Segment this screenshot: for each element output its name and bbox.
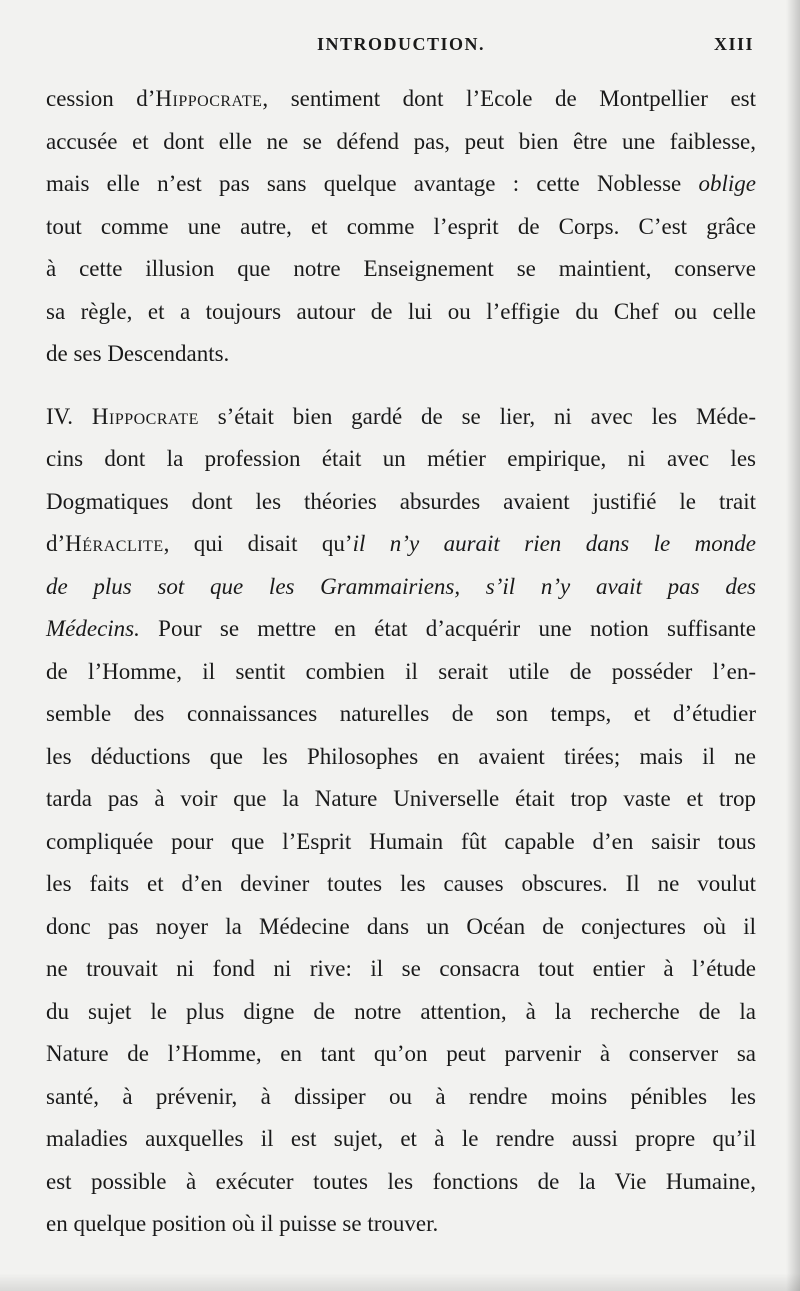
italic-text: de plus sot que les Grammairiens, s’il n’y avait pas des bbox=[46, 573, 756, 599]
text-run: les faits et d’en deviner toutes les causes obscures. Il ne voulut bbox=[46, 871, 756, 896]
text-run: santé, à prévenir, à dissiper ou à rendre moins pénibles les bbox=[46, 1083, 756, 1109]
text-line bbox=[46, 693, 756, 736]
text-run: maladies auxquelles il est sujet, et à le rendre aussi propre qu’il bbox=[46, 1126, 756, 1151]
running-title: INTRODUCTION. bbox=[316, 34, 486, 54]
scan-shadow-right bbox=[786, 0, 800, 1291]
body-text bbox=[46, 78, 756, 1246]
page-number: XIII bbox=[713, 34, 754, 54]
small-caps-name: Hippocrate bbox=[155, 86, 263, 111]
italic-text: oblige bbox=[698, 171, 756, 196]
scan-shadow-bottom bbox=[0, 1273, 800, 1291]
text-run: d’ bbox=[46, 531, 66, 556]
small-caps-name: Héraclite bbox=[65, 531, 164, 556]
text-run: mais elle n’est pas sans quelque avantage : cette Noblesse bbox=[46, 171, 699, 196]
text-run: IV. bbox=[46, 403, 92, 429]
italic-text: il n’y aurait rien dans le monde bbox=[352, 531, 756, 556]
text-run: de ses Descendants. bbox=[46, 341, 230, 366]
text-line bbox=[46, 206, 756, 249]
small-caps-name: Hippocrate bbox=[91, 403, 199, 429]
text-line bbox=[46, 333, 756, 376]
text-line bbox=[46, 121, 756, 164]
text-line bbox=[46, 566, 756, 609]
text-line bbox=[46, 1118, 756, 1161]
text-run: Dogmatiques dont les théories absurdes avaient justifié le trait bbox=[46, 488, 756, 514]
text-run: du sujet le plus digne de notre attention, à la recherche de la bbox=[46, 998, 756, 1024]
text-line bbox=[46, 736, 756, 779]
text-run: tout comme une autre, et comme l’esprit de Corps. C’est grâce bbox=[46, 213, 756, 239]
text-run: tarda pas à voir que la Nature Universelle était trop vaste et trop bbox=[46, 786, 756, 811]
text-line bbox=[46, 481, 756, 524]
text-line bbox=[46, 863, 756, 906]
text-run: donc pas noyer la Médecine dans un Océan de conjectures où il bbox=[46, 913, 756, 939]
text-run: les déductions que les Philosophes en avaient tirées; mais il ne bbox=[46, 743, 756, 769]
italic-text: Médecins. bbox=[46, 616, 140, 641]
running-head bbox=[46, 34, 756, 62]
text-run: compliquée pour que l’Esprit Humain fût capable d’en saisir tous bbox=[46, 828, 756, 854]
text-run: Nature de l’Homme, en tant qu’on peut parvenir à conserver sa bbox=[46, 1041, 756, 1066]
text-line bbox=[46, 948, 756, 991]
text-run: Pour se mettre en état d’acquérir une notion suffisante bbox=[139, 616, 756, 641]
text-line bbox=[46, 396, 756, 439]
text-run: sa règle, et a toujours autour de lui ou l’effigie du Chef ou celle bbox=[46, 298, 756, 324]
text-line bbox=[46, 821, 756, 864]
text-line bbox=[46, 163, 756, 206]
text-run: en quelque position où il puisse se trouver. bbox=[46, 1211, 439, 1236]
text-line bbox=[46, 1161, 756, 1204]
text-line bbox=[46, 438, 756, 481]
text-run: accusée et dont elle ne se défend pas, peut bien être une faiblesse, bbox=[46, 128, 756, 154]
text-run: ne trouvait ni fond ni rive: il se consacra tout entier à l’étude bbox=[46, 956, 756, 981]
text-line bbox=[46, 991, 756, 1034]
text-line bbox=[46, 651, 756, 694]
text-run: s’était bien gardé de se lier, ni avec les Méde- bbox=[198, 403, 756, 429]
text-line bbox=[46, 1076, 756, 1119]
text-run: de l’Homme, il sentit combien il serait utile de posséder l’en- bbox=[46, 658, 756, 684]
text-line bbox=[46, 1033, 756, 1076]
text-run: est possible à exécuter toutes les fonctions de la Vie Humaine, bbox=[46, 1168, 756, 1194]
text-line bbox=[46, 608, 756, 651]
text-run: cession d’ bbox=[46, 86, 156, 111]
paragraph bbox=[46, 78, 756, 376]
paragraph-gap bbox=[46, 376, 756, 396]
text-line bbox=[46, 291, 756, 334]
text-line bbox=[46, 523, 756, 566]
text-run: , sentiment dont l’Ecole de Montpellier est bbox=[262, 86, 756, 111]
text-run: cins dont la profession était un métier empirique, ni avec les bbox=[46, 446, 756, 471]
text-line bbox=[46, 778, 756, 821]
text-run: à cette illusion que notre Enseignement se maintient, conserve bbox=[46, 256, 756, 281]
text-line bbox=[46, 78, 756, 121]
text-run: semble des connaissances naturelles de son temps, et d’étudier bbox=[46, 701, 756, 726]
text-line bbox=[46, 1203, 756, 1246]
text-line bbox=[46, 906, 756, 949]
paragraph bbox=[46, 396, 756, 1246]
text-line bbox=[46, 248, 756, 291]
text-run: , qui disait qu’ bbox=[163, 531, 353, 556]
